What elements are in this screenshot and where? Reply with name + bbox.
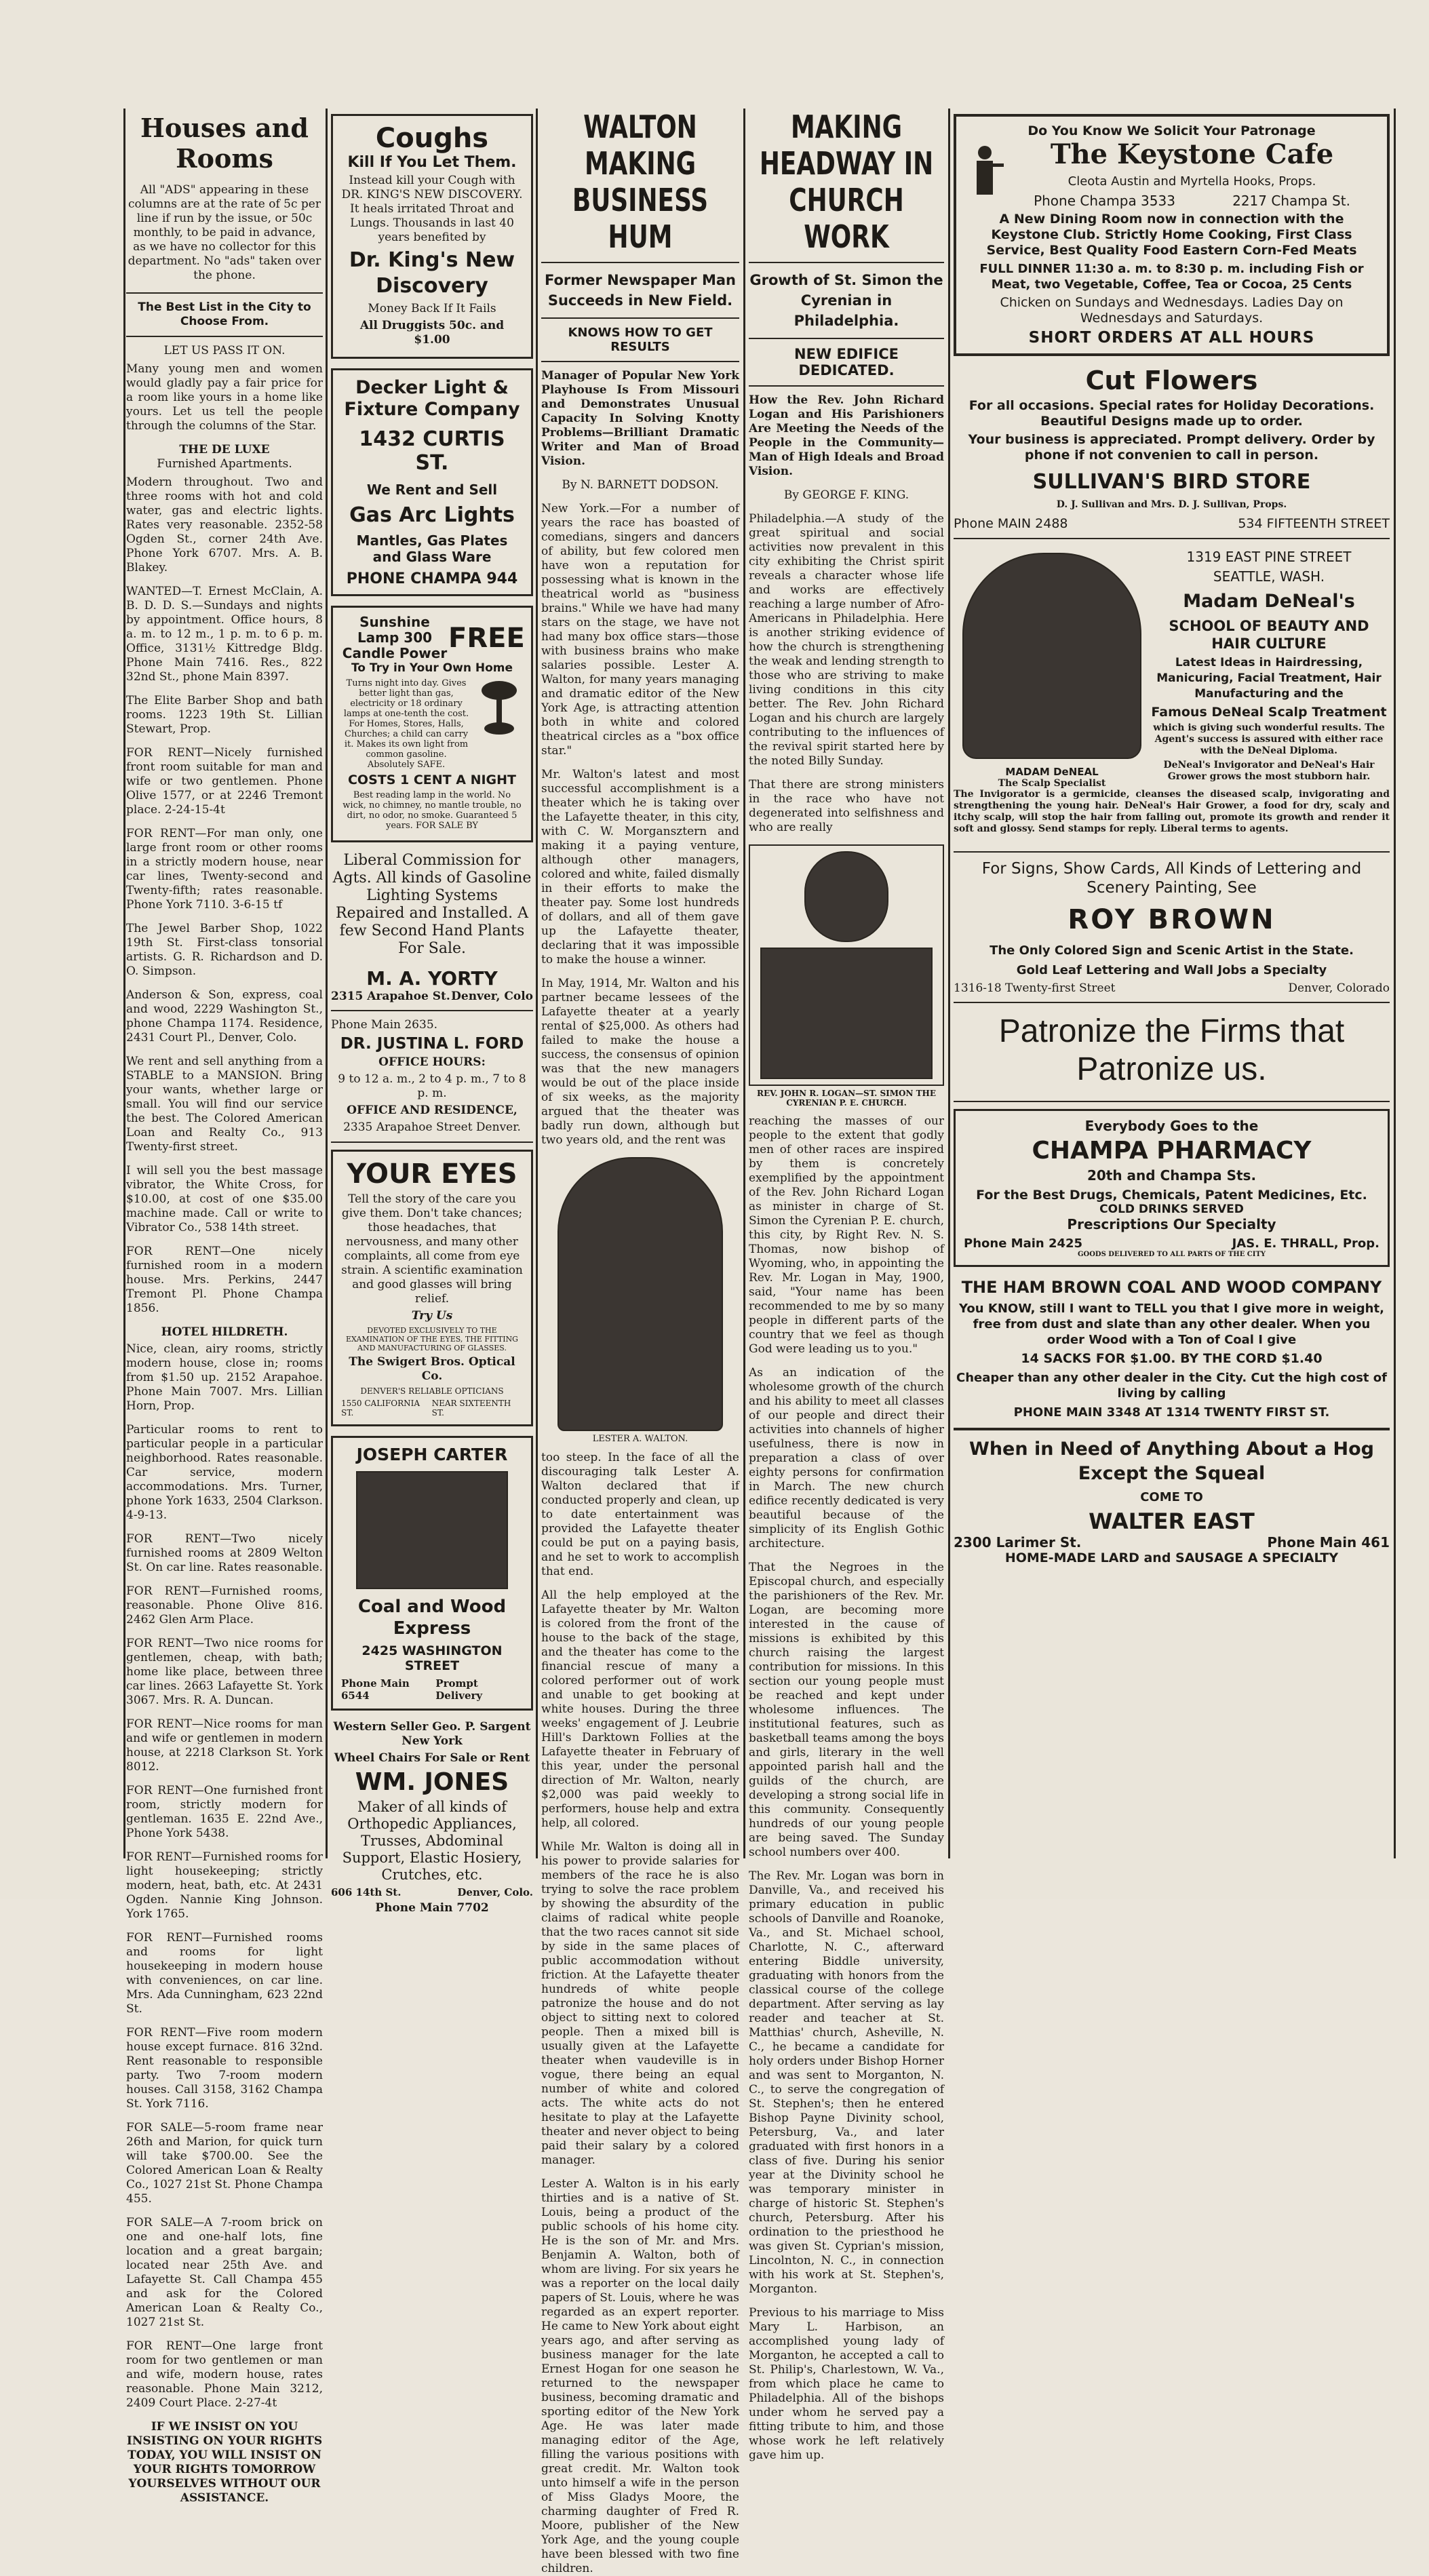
sunshine-ad xyxy=(331,606,533,842)
deneal-caption2: The Scalp Specialist xyxy=(998,778,1106,789)
keystone-props: Cleota Austin and Myrtella Hooks, Props. xyxy=(1068,174,1316,189)
church-paragraph: reaching the masses of our people to the extent that godly men of other races are inspired by them is concretely exemplified by the appointment of the Rev. John Richard Logan as minister in charge of St. Simon the Cyrenian P. E. church, this city, by Right Rev. N. S. Thomas, now bishop of Wyoming, who, in appointing the Rev. Mr. Logan in May, 1900, said, "Your name has been recommended to me by so many people in different parts of the country that we feel as though God were leading us to you." xyxy=(749,1114,944,1356)
champa-best: For the Best Drugs, Chemicals, Patent Medicines, Etc. xyxy=(976,1188,1367,1203)
church-subhead-2: NEW EDIFICE DEDICATED. xyxy=(794,346,899,378)
eyes-text: Tell the story of the care you give them. Don't take chances; those headaches, that nervousness, and many other complaints, all come from eye strain. A scientific examination and good glasses will bring relief. xyxy=(341,1192,523,1306)
eyes-try: Try Us xyxy=(411,1309,453,1323)
divider xyxy=(541,361,739,362)
eyes-addr: 1550 CALIFORNIA ST. xyxy=(341,1399,420,1418)
walter-east-ad xyxy=(954,1437,1390,1565)
classified-ad: FOR RENT—Furnished rooms and rooms for light housekeeping in modern house with conveniences, on car line. Mrs. Ada Cunningham, 623 22nd St. xyxy=(126,1931,323,2016)
classified-ad: FOR RENT—One large front room for two gentlemen or man and wife, modern house, rates reasonable. Phone Main 3212, 2409 Court Place. 2-27-4t xyxy=(126,2339,323,2410)
deneal-latest: Latest Ideas in Hairdressing, Manicuring, Facial Treatment, Hair Manufacturing and the xyxy=(1156,656,1382,701)
classifieds-title: Houses and Rooms xyxy=(140,113,309,174)
flowers-title: Cut Flowers xyxy=(1085,366,1258,395)
coughs-ad xyxy=(331,114,533,359)
east-addr: 2300 Larimer St. xyxy=(954,1534,1082,1550)
church-paragraph: Philadelphia.—A study of the great spiritual and social activities now prevalent in this city exhibiting the Christ spirit reveals a character whose life and works are effectively reaching a large number of Afro-Americans in Philadelphia. Here is another striking evidence of how the church is strengthening the weak and lending strength to those who are striving to make living conditions in this city better. The Rev. John Richard Logan and his church are largely contributing to the influences of the revival spirit started here by the noted Billy Sunday. xyxy=(749,512,944,768)
coughs-text: Instead kill your Cough with DR. KING'S NEW DISCOVERY. It heals irritated Throat and Lungs. Thousands in last 40 years benefited by xyxy=(341,174,523,244)
column-rule xyxy=(948,109,950,1858)
coughs-brand: Dr. King's New Discovery xyxy=(349,248,515,298)
deluxe-sub: Furnished Apartments. xyxy=(157,457,292,471)
classified-ad: FOR RENT—Furnished rooms, reasonable. Phone Olive 816. 2462 Glen Arm Place. xyxy=(126,1584,323,1626)
church-paragraph: That the Negroes in the Episcopal church, and especially the parishioners of the Rev. Mr. Logan, are becoming more interested in the cause of missions is exhibited by this church raising the largest contribution for missions. In this section our young people must be reached and kept under wholesome influences. The institutional features, such as basketball teams among the boys and girls, literary in the well appointed parish hall and the guilds of the church, are developing a strong social life in this community. Consequently hundreds of our young people are being saved. The Sunday school numbers over 400. xyxy=(749,1561,944,1859)
divider xyxy=(749,262,944,263)
ham-cheaper: Cheaper than any other dealer in the City. Cut the high cost of living by calling xyxy=(956,1371,1387,1401)
walton-headline: WALTON MAKING BUSINESS HUM xyxy=(572,109,709,255)
flowers-text2: Your business is appreciated. Prompt delivery. Order by phone if not convenien to call in person. xyxy=(968,432,1375,463)
classified-ad: Anderson & Son, express, coal and wood, 2229 Washington St., phone Champa 1174. Residence, 2431 Court Pl., Denver, Colo. xyxy=(126,988,323,1045)
logan-portrait xyxy=(804,851,888,942)
jones-seller: Western Seller Geo. P. Sargent New York xyxy=(333,1720,531,1748)
east-head: When in Need of Anything About a Hog Except the Squeal xyxy=(969,1439,1374,1484)
classified-ad: FOR RENT—One nicely furnished room in a modern house. Mrs. Perkins, 2447 Tremont Pl. Phone Champa 1856. xyxy=(126,1245,323,1315)
walton-subhead-2: KNOWS HOW TO GET RESULTS xyxy=(568,326,713,354)
keystone-name: The Keystone Cafe xyxy=(1050,138,1334,170)
church-caption: REV. JOHN R. LOGAN—ST. SIMON THE CYRENIAN P. E. CHURCH. xyxy=(756,1089,937,1108)
classified-ad: FOR RENT—Furnished rooms for light housekeeping; strictly modern, heat, bath, etc. At 2431 Ogden. Nannie King Johnson. York 1765. xyxy=(126,1850,323,1921)
carter-prompt: Prompt Delivery xyxy=(435,1677,483,1702)
classified-ad: FOR RENT—One furnished front room, strictly modern for gentleman. 1635 E. 22nd Ave., Phone York 5438. xyxy=(126,1784,323,1840)
divider xyxy=(749,338,944,339)
champa-goods: GOODS DELIVERED TO ALL PARTS OF THE CITY xyxy=(1077,1251,1266,1258)
keystone-text: A New Dining Room now in connection with the Keystone Club. Strictly Home Cooking, First Class Service, Best Quality Food Eastern Corn-Fed Meats xyxy=(986,212,1357,258)
east-name: WALTER EAST xyxy=(1089,1508,1255,1534)
jones-chairs: Wheel Chairs For Sale or Rent xyxy=(334,1751,530,1765)
champa-top: Everybody Goes to the xyxy=(1084,1118,1259,1134)
deneal-addr: 1319 EAST PINE STREET xyxy=(1186,549,1352,565)
carter-photo xyxy=(356,1471,508,1589)
jones-name: WM. JONES xyxy=(355,1768,509,1796)
deneal-germ: The Invigorator is a germicide, cleanses the diseased scalp, invigorating and strengthening the young hair. DeNeal's Hair Grower, a food for dry, scaly and itchy scalp, will stop the hair from falling out, promote its growth and render it soft and glossy. Send stamps for reply. Liberal terms to agents. xyxy=(954,789,1390,834)
east-phone: Phone Main 461 xyxy=(1267,1534,1390,1550)
yorty-text: Liberal Commission for Agts. All kinds of Gasoline Lighting Systems Repaired and Installed. A few Second Hand Plants For Sale. xyxy=(332,852,532,957)
divider xyxy=(126,336,323,337)
brown-name: ROY BROWN xyxy=(1068,904,1276,935)
church-headline: MAKING HEADWAY IN CHURCH WORK xyxy=(759,109,934,255)
column-rule xyxy=(326,109,328,1858)
champa-name: CHAMPA PHARMACY xyxy=(1032,1137,1312,1165)
divider xyxy=(954,1002,1390,1003)
classified-ad: FOR RENT—Nice rooms for man and wife or gentlemen in modern house, at 2218 Clarkson St. York 8012. xyxy=(126,1717,323,1774)
classified-ad: WANTED—T. Ernest McClain, A. B. D. D. S.—Sundays and nights by appointment. Office hours, 8 a. m. to 12 m., 1 p. m. to 6 p. m. Office, 3131½ Kittredge Bldg. Phone Main 7416. Res., 822 32nd St., phone Main 8397. xyxy=(126,585,323,684)
deneal-name: Madam DeNeal's xyxy=(1183,591,1355,612)
coughs-druggists: All Druggists 50c. and $1.00 xyxy=(359,319,505,347)
flowers-store: SULLIVAN'S BIRD STORE xyxy=(1032,470,1311,494)
walton-portrait xyxy=(557,1157,723,1431)
hildreth-head: HOTEL HILDRETH. xyxy=(161,1325,288,1339)
classified-ad: Modern throughout. Two and three rooms with hot and cold water, gas and electric lights. Rates very reasonable. 2352-58 Ogden St., corner 24th Ave. Phone York 6707. Mrs. A. B. Blakey. xyxy=(126,475,323,574)
divider xyxy=(126,292,323,294)
pass-it-text: Many young men and women would gladly pay a fair price for a room like yours in a home like yours. Let us tell the people through the columns of the Star. xyxy=(126,362,323,433)
ham-brown-ad xyxy=(954,1276,1390,1421)
walton-paragraph: In May, 1914, Mr. Walton and his partner became lessees of the Lafayette theater at a yearly rental of $25,000. As others had failed to make the house a success, the consensus of opinion was that the new managers would be out of the place inside of six weeks, as the majority argued that the theater was badly run down, although but two years old, and the rent was xyxy=(541,977,739,1147)
walton-paragraph: too steep. In the face of all the discouraging talk Lester A. Walton declared that if conducted properly and clean, up to date entertainment was provided the Lafayette theater could be put on a paying basis, and he set to work to accomplish that end. xyxy=(541,1451,739,1578)
east-come: COME TO xyxy=(1140,1490,1203,1504)
yorty-ad xyxy=(331,852,533,1003)
brown-addr: 1316-18 Twenty-first Street xyxy=(954,981,1116,995)
ads-column xyxy=(331,109,533,1915)
champa-phone: Phone Main 2425 xyxy=(964,1236,1083,1251)
deneal-which: which is giving such wonderful results. The Agent's success is assured with either race with the DeNeal Diploma. xyxy=(1153,722,1385,756)
carter-name: JOSEPH CARTER xyxy=(356,1445,508,1464)
keystone-dinner: FULL DINNER 11:30 a. m. to 8:30 p. m. including Fish or Meat, two Vegetable, Coffee, Tea or Cocoa, 25 Cents xyxy=(979,262,1364,292)
keystone-chicken: Chicken on Sundays and Wednesdays. Ladies Day on Wednesdays and Saturdays. xyxy=(1000,295,1344,326)
keystone-ad xyxy=(954,114,1390,356)
walton-paragraph: New York.—For a number of years the race has boasted of comedians, singers and dancers of ability, but few colored men have won a reputation for possessing what is known in the theatrical world as "business brains." While we have had many stars on the stage, we have not had many box office stars—those with business brains who make salaries possible. Lester A. Walton, for many years managing and dramatic editor of the New York Age, is attracting attention both in white and colored theatrical circles as a "box office star." xyxy=(541,502,739,758)
divider xyxy=(954,851,1390,853)
classified-ad: FOR RENT—Two nicely furnished rooms at 2809 Welton St. On car line. Rates reasonable. xyxy=(126,1532,323,1574)
coughs-title: Coughs xyxy=(375,123,489,154)
brown-gold: Gold Leaf Lettering and Wall Jobs a Specialty xyxy=(1016,963,1327,977)
ham-name: THE HAM BROWN COAL AND WOOD COMPANY xyxy=(961,1278,1382,1297)
divider xyxy=(954,538,1390,539)
divider xyxy=(541,262,739,263)
deluxe-head: THE DE LUXE xyxy=(179,443,270,456)
flowers-addr: 534 FIFTEENTH STREET xyxy=(1238,516,1390,531)
deneal-caption: MADAM DeNEAL xyxy=(1005,766,1099,778)
deneal-ad xyxy=(954,546,1390,844)
jones-addr: 606 14th St. xyxy=(331,1886,402,1898)
deneal-famous: Famous DeNeal Scalp Treatment xyxy=(1151,705,1387,720)
classified-ad: FOR RENT—Nicely furnished front room suitable for man and wife or two gentlemen. Phone Olive 1577, or at 2246 Tremont place. 2-24-15-4t xyxy=(126,746,323,817)
best-list: The Best List in the City to Choose From. xyxy=(138,300,311,328)
church-paragraph: As an indication of the wholesome growth of the church and his ability to meet all classes of our people and direct their activities into channels of higher usefulness, there is now in preparation a class of over eighty persons for confirmation in March. The new church edifice recently dedicated is very beautiful because of the simplicity of its English Gothic architecture. xyxy=(749,1366,944,1550)
patronize-banner: Patronize the Firms that Patronize us. xyxy=(998,1013,1345,1087)
classified-ad: FOR RENT—Five room modern house except furnace. 816 32nd. Rent reasonable to responsible party. Two 7-room modern houses. Call 3158, 3162 Champa St. York 7116. xyxy=(126,2026,323,2111)
jones-text: Maker of all kinds of Orthopedic Appliances, Trusses, Abdominal Support, Elastic Hosiery, Crutches, etc. xyxy=(342,1799,522,1883)
classified-ad: The Elite Barber Shop and bath rooms. 1223 19th St. Lillian Stewart, Prop. xyxy=(126,694,323,736)
ham-text: You KNOW, still I want to TELL you that I give more in weight, free from dust and slate than any other dealer. When you order Wood with a Ton of Coal I give xyxy=(959,1302,1384,1347)
deneal-invig: DeNeal's Invigorator and DeNeal's Hair Grower grows the most stubborn hair. xyxy=(1163,760,1375,782)
champa-rx: Prescriptions Our Specialty xyxy=(1067,1216,1276,1232)
lamp-icon xyxy=(475,676,523,737)
brown-top: For Signs, Show Cards, All Kinds of Lettering and Scenery Painting, See xyxy=(981,860,1362,897)
classified-ad: FOR SALE—A 7-room brick on one and one-half lots, fine location and a great bargain; located near 25th Ave. and Lafayette St. Call Champa 455 and ask for the Colored American Loan & Realty Co., 1027 21st St. xyxy=(126,2216,323,2329)
walton-subhead: Former Newspaper Man Succeeds in New Field. xyxy=(545,272,736,309)
classifieds-column xyxy=(126,109,323,2505)
carter-phone: Phone Main 6544 xyxy=(341,1677,410,1702)
classified-ad: The Jewel Barber Shop, 1022 19th St. First-class tonsorial artists. G. R. Richardson and D. O. Simpson. xyxy=(126,922,323,978)
coughs-sub: Kill If You Let Them. xyxy=(347,154,517,171)
walton-caption: LESTER A. WALTON. xyxy=(592,1434,688,1444)
column-rule xyxy=(536,109,538,1858)
flowers-ad xyxy=(954,366,1390,531)
ham-phone: PHONE MAIN 3348 AT 1314 TWENTY FIRST ST. xyxy=(1013,1405,1330,1420)
walton-byline: By N. BARNETT DODSON. xyxy=(562,478,719,492)
champa-cold: COLD DRINKS SERVED xyxy=(1099,1203,1244,1216)
sunshine-cost: COSTS 1 CENT A NIGHT xyxy=(347,773,517,787)
divider xyxy=(331,1141,533,1143)
classified-ad: Particular rooms to rent to particular people in a particular neighborhood. Rates reasonable. Car service, modern accommodations. Mrs. Turner, phone York 1633, 2504 Clarkson. 4-9-13. xyxy=(126,1423,323,1522)
ford-phone: Phone Main 2635. xyxy=(331,1018,438,1032)
classified-ad: I will sell you the best massage vibrator, the White Cross, for $10.00, at cost of one $35.00 machine made. Call or write to Vibrator Co., 538 14th street. xyxy=(126,1164,323,1234)
column-rule xyxy=(1394,109,1396,1858)
east-lard: HOME-MADE LARD and SAUSAGE A SPECIALTY xyxy=(1004,1550,1339,1565)
pass-it-head: LET US PASS IT ON. xyxy=(163,344,286,357)
ford-ad xyxy=(331,1018,533,1135)
jones-ad xyxy=(331,1720,533,1915)
walton-paragraph: Lester A. Walton is in his early thirties and is a native of St. Louis, being a product of the public schools of his home city. He is the son of Mr. and Mrs. Benjamin A. Walton, both of whom are living. For six years he was a reporter on the local daily papers of St. Louis, where he was regarded as an expert reporter. He came to New York about eight years ago, and after serving as business manager for the late Ernest Hogan for one season he returned to the newspaper business, becoming dramatic and sporting editor of the New York Age. He was later made managing editor of the Age, filling the various positions with great credit. Mr. Walton took unto himself a wife in the person of Miss Gladys Moore, the charming daughter of Fred R. Moore, publisher of the New York Age, and the young couple have been blessed with two fine children. xyxy=(541,2177,739,2575)
brown-only: The Only Colored Sign and Scenic Artist in the State. xyxy=(990,943,1354,958)
closing-note: IF WE INSIST ON YOU INSISTING ON YOUR RIGHTS TODAY, YOU WILL INSIST ON YOUR RIGHTS TOMORROW YOURSELVES WITHOUT OUR ASSISTANCE. xyxy=(126,2420,323,2505)
classified-ad: FOR RENT—For man only, one large front room or other rooms in a strictly modern house, near car lines, Twenty-second and Twenty-fifth; rates reasonable. Phone York 7110. 3-6-15 tf xyxy=(126,827,323,912)
ford-name: DR. JUSTINA L. FORD xyxy=(340,1035,524,1053)
column-rule xyxy=(743,109,745,1858)
classifieds-intro: All "ADS" appearing in these columns are at the rate of 5c per line if run by the issue, or 50c monthly, to be paid in advance, as we have no collector for this department. No "ads" taken over the phone. xyxy=(128,183,321,282)
classified-ad: FOR RENT—Two nice rooms for gentlemen, cheap, with bath; home like place, between three car lines. 2663 Lafayette St. York 3067. Mrs. R. A. Duncan. xyxy=(126,1637,323,1707)
carter-addr: 2425 WASHINGTON STREET xyxy=(361,1643,503,1673)
coughs-price: Money Back If It Fails xyxy=(368,302,496,315)
ford-addr: 2335 Arapahoe Street Denver. xyxy=(343,1120,521,1134)
sunshine-try: To Try in Your Own Home xyxy=(351,661,513,675)
keystone-phone: Phone Champa 3533 xyxy=(1034,193,1175,209)
carter-coal: Coal and Wood Express xyxy=(357,1597,507,1639)
champa-ad xyxy=(954,1109,1390,1267)
decker-name: Decker Light & Fixture Company xyxy=(344,377,520,420)
eyes-co: The Swigert Bros. Optical Co. xyxy=(349,1355,515,1383)
ford-office: OFFICE AND RESIDENCE, xyxy=(347,1104,517,1117)
jones-city: Denver, Colo. xyxy=(457,1886,533,1898)
yorty-city: Denver, Colo xyxy=(451,990,533,1003)
church-photo-frame xyxy=(749,844,944,1086)
church-building-photo xyxy=(760,948,933,1079)
divider xyxy=(749,385,944,387)
walton-paragraph: Mr. Walton's latest and most successful accomplishment is a theater which he is taking over the Lafayette theater, in this city, with C. W. Morgansztern and making it a paying venture, although other managers, colored and white, failed dismally in their efforts to make the theater pay. Some lost hundreds of dollars, and all of them gave up the Lafayette theater, declaring that it was impossible to make the house a winner. xyxy=(541,768,739,967)
sunshine-free: FREE xyxy=(448,622,525,654)
eyes-ad xyxy=(331,1150,533,1426)
ford-hours-head: OFFICE HOURS: xyxy=(378,1055,486,1069)
church-subhead: Growth of St. Simon the Cyrenian in Philadelphia. xyxy=(749,272,943,329)
display-ads-column xyxy=(954,109,1390,1858)
walton-deck: Manager of Popular New York Playhouse Is From Missouri and Demonstrates Unusual Capacity In Solving Knotty Problems—Brilliant Dramatic Writer and Man of Broad Vision. xyxy=(541,369,739,468)
decker-addr: 1432 CURTIS ST. xyxy=(359,427,505,475)
ford-hours: 9 to 12 a. m., 2 to 4 p. m., 7 to 8 p. m. xyxy=(338,1072,526,1100)
eyes-dev: DEVOTED EXCLUSIVELY TO THE EXAMINATION OF THE EYES, THE FITTING AND MANUFACTURING OF GLASSES. xyxy=(346,1326,518,1352)
jones-phone: Phone Main 7702 xyxy=(375,1901,489,1915)
brown-ad xyxy=(954,859,1390,995)
church-paragraph: Previous to his marriage to Miss Mary L. Harbison, an accomplished young lady of Morganton, he accepted a call to St. Philip's, Charlestown, W. Va., from which place he came to Philadelphia. All of the bishops under whom he served pay a fitting tribute to him, and those whose work he left relatively gave him up. xyxy=(749,2306,944,2462)
keystone-short: SHORT ORDERS AT ALL HOURS xyxy=(1028,329,1315,347)
classified-ad: Nice, clean, airy rooms, strictly modern house, close in; rooms from $1.50 up. 2152 Arapahoe. Phone Main 7007. Mrs. Lillian Horn, Prop. xyxy=(126,1342,323,1413)
deneal-city: SEATTLE, WASH. xyxy=(1213,568,1325,585)
keystone-addr: 2217 Champa St. xyxy=(1232,193,1350,209)
decker-phone: PHONE CHAMPA 944 xyxy=(346,570,518,587)
walton-paragraph: All the help employed at the Lafayette theater by Mr. Walton is colored from the front of the house to the back of the stage, and the theater has come to the financial rescue of many a colored performer out of work and unable to get booking at white houses. During the three weeks' engagement of J. Leubrie Hill's Darktown Follies at the Lafayette theater in February of this year, under the personal direction of Mr. Walton, nearly $2,000 was paid weekly to performers, house help and extra help, all colored. xyxy=(541,1588,739,1830)
classified-ad: We rent and sell anything from a STABLE to a MANSION. Bring your wants, whether large or small. You will find our service the best. The Colored American Loan and Realty Co., 913 Twenty-first street. xyxy=(126,1055,323,1154)
champa-addr: 20th and Champa Sts. xyxy=(1087,1167,1257,1184)
decker-mantles: Mantles, Gas Plates and Glass Ware xyxy=(356,532,508,565)
ham-sacks: 14 SACKS FOR $1.00. BY THE CORD $1.40 xyxy=(1021,1351,1323,1366)
champa-prop: JAS. E. THRALL, Prop. xyxy=(1232,1236,1379,1251)
decker-ad xyxy=(331,368,533,596)
deneal-portrait xyxy=(962,553,1141,759)
decker-gas: Gas Arc Lights xyxy=(349,503,515,527)
carter-ad xyxy=(331,1436,533,1711)
deneal-school: SCHOOL OF BEAUTY AND HAIR CULTURE xyxy=(1169,618,1369,652)
flowers-text: For all occasions. Special rates for Holiday Decorations. Beautiful Designs made up to order. xyxy=(968,398,1375,429)
yorty-name: M. A. YORTY xyxy=(366,967,498,990)
walton-article xyxy=(541,109,739,2575)
divider xyxy=(331,1010,533,1011)
divider xyxy=(541,317,739,319)
church-paragraph: The Rev. Mr. Logan was born in Danville, Va., and received his primary education in public schools of Danville and Roanoke, Va., and St. Michael school, Charlotte, N. C., afterward entering Biddle university, graduating with honors from the classical course of the college department. After serving as lay reader and teacher at St. Matthias' church, Asheville, N. C., he became a candidate for holy orders under Bishop Horner and was sent to Morganton, N. C., to serve the congregation of St. Stephen's; then he entered Bishop Payne Divinity school, Petersburg, Va., and later graduated with first honors in a class of five. During his senior year at the Divinity school he was temporary minister in charge of historic St. Stephen's church, Petersburg. After his ordination to the priesthood he was given St. Cyprian's mission, Lincolnton, N. C., in connection with his work at St. Stephen's, Morganton. xyxy=(749,1869,944,2296)
sunshine-text: Turns night into day. Gives better light than gas, electricity or 18 ordinary lamps at one-tenth the cost. For Homes, Stores, Halls, Churches; a child can carry it. Makes its own light from common gasoline. Absolutely SAFE. xyxy=(343,678,469,770)
church-article xyxy=(749,109,944,2462)
brown-city: Denver, Colorado xyxy=(1288,981,1390,995)
sunshine-title: Sunshine Lamp 300 Candle Power xyxy=(342,614,448,661)
eyes-rel: DENVER'S RELIABLE OPTICIANS xyxy=(360,1386,504,1396)
church-paragraph: That there are strong ministers in the race who have not degenerated into selfishness and who are really xyxy=(749,778,944,834)
sunshine-read: Best reading lamp in the world. No wick, no chimney, no mantle trouble, no dirt, no odor, no smoke. Guaranteed 5 years. FOR SALE BY xyxy=(342,790,522,831)
eyes-near: NEAR SIXTEENTH ST. xyxy=(431,1399,511,1418)
classified-ad: FOR SALE—5-room frame near 26th and Marion, for quick turn will take $700.00. See the Colored American Loan & Realty Co., 1027 21st St. Phone Champa 455. xyxy=(126,2121,323,2206)
flowers-phone: Phone MAIN 2488 xyxy=(954,516,1068,531)
yorty-addr: 2315 Arapahoe St. xyxy=(331,990,450,1003)
walton-paragraph: While Mr. Walton is doing all in his power to provide salaries for members of the race he is also trying to solve the race problem by showing the absurdity of the claims of radical white people that the two races cannot sit side by side in the same places of public accommodation without friction. At the Lafayette theater hundreds of white people patronize the house and do not object to sitting next to colored people. Then a mixed bill is usually given at the Lafayette theater when vaudeville is in vogue, there being an equal number of white and colored acts. The white acts do not hesitate to play at the Lafayette theater and never object to being paid their salary by a colored manager. xyxy=(541,1840,739,2167)
eyes-title: YOUR EYES xyxy=(347,1158,517,1190)
decker-rent: We Rent and Sell xyxy=(366,482,498,498)
church-byline: By GEORGE F. KING. xyxy=(783,488,909,502)
keystone-top: Do You Know We Solicit Your Patronage xyxy=(1027,123,1316,138)
divider xyxy=(954,1101,1390,1102)
church-deck: How the Rev. John Richard Logan and His Parishioners Are Meeting the Needs of the People in the Community—Man of High Ideals and Broad Vision. xyxy=(749,393,944,478)
flowers-props: D. J. Sullivan and Mrs. D. J. Sullivan, Props. xyxy=(1056,499,1287,510)
waiter-icon xyxy=(964,143,1005,204)
divider xyxy=(954,1428,1390,1430)
column-rule xyxy=(123,109,125,1858)
